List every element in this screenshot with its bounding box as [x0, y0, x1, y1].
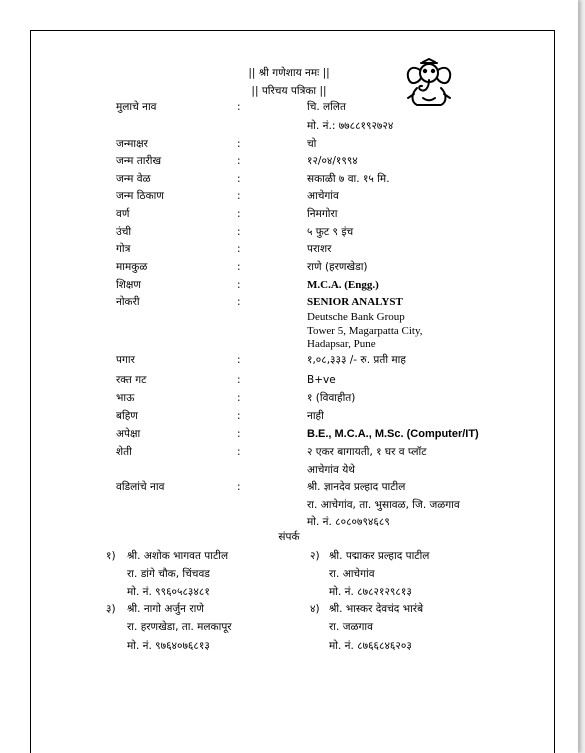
- page-border: [30, 30, 555, 753]
- field-value: पराशर: [307, 243, 332, 255]
- separator: :: [237, 374, 241, 386]
- field-label: वडिलांचे नाव: [116, 481, 165, 493]
- separator: :: [237, 243, 241, 255]
- contact-number: ३): [106, 603, 116, 615]
- separator: :: [237, 101, 241, 113]
- separator: :: [237, 190, 241, 202]
- job-company: Deutsche Bank Group: [307, 311, 405, 323]
- field-label: शिक्षण: [116, 279, 141, 291]
- separator: :: [237, 410, 241, 422]
- field-label: मुलाचे नाव: [116, 101, 157, 113]
- separator: :: [237, 279, 241, 291]
- field-value: मो. नं.: ७७८८१९२७२४: [307, 120, 394, 132]
- field-value: राणे (हरणखेडा): [307, 261, 368, 273]
- field-label: उंची: [116, 226, 132, 238]
- separator: :: [237, 138, 241, 150]
- contact-address: रा. आचेगांव: [329, 568, 375, 580]
- field-label: गोत्र: [116, 243, 131, 255]
- contact-phone: मो. नं. ९९६०५८३४८१: [127, 586, 210, 598]
- contact-number: १): [106, 550, 116, 562]
- field-value: २ एकर बागायती, १ घर व प्लॉट: [307, 446, 427, 458]
- field-value: चि. ललित: [307, 101, 347, 113]
- ganesha-icon: [403, 58, 455, 108]
- contact-phone: मो. नं. ९७६४०७६८१३: [127, 640, 210, 652]
- contact-name: श्री. भास्कर देवचंद भारंबे: [329, 603, 424, 615]
- separator: :: [237, 261, 241, 273]
- separator: :: [237, 481, 241, 493]
- field-value: नाही: [307, 410, 324, 422]
- contact-name: श्री. नागो अर्जुन राणे: [127, 603, 204, 615]
- separator: :: [237, 392, 241, 404]
- field-value: निमगोरा: [307, 208, 338, 220]
- contact-address: रा. डांगे चौक, चिंचवड: [127, 568, 210, 580]
- field-label: बहिण: [116, 410, 138, 422]
- separator: :: [237, 226, 241, 238]
- field-value: सकाळी ७ वा. १५ मि.: [307, 173, 390, 185]
- field-value: SENIOR ANALYST: [307, 296, 403, 308]
- field-value: ५ फुट ९ इंच: [307, 226, 354, 238]
- field-label: जन्म ठिकाण: [116, 190, 164, 202]
- job-city: Hadapsar, Pune: [307, 338, 376, 350]
- field-value: १,०८,३३३ /- रु. प्रती माह: [307, 354, 406, 366]
- separator: :: [237, 296, 241, 308]
- field-value: १२/०४/१९९४: [307, 155, 358, 167]
- contact-address: रा. हरणखेडा, ता. मलकापूर: [127, 621, 232, 633]
- field-label: मामकुळ: [116, 261, 148, 273]
- field-value: रा. आचेगांव, ता. भुसावळ, जि. जळगाव: [307, 499, 460, 511]
- separator: :: [237, 446, 241, 458]
- field-label: जन्माक्षर: [116, 138, 148, 150]
- separator: :: [237, 173, 241, 185]
- field-value: चो: [307, 138, 317, 150]
- field-value: आचेगांव: [307, 190, 339, 202]
- field-value: B.E., M.C.A., M.Sc. (Computer/IT): [307, 428, 479, 440]
- field-value: १ (विवाहीत): [307, 392, 356, 404]
- field-label: जन्म तारीख: [116, 155, 162, 167]
- contact-number: ४): [310, 603, 320, 615]
- field-label: पगार: [116, 354, 135, 366]
- job-address: Tower 5, Magarpatta City,: [307, 325, 423, 337]
- field-label: वर्ण: [116, 208, 130, 220]
- field-label: नोकरी: [116, 296, 140, 308]
- field-value: B+ve: [307, 374, 336, 386]
- contact-phone: मो. नं. ८७६६८४६२०३: [329, 640, 412, 652]
- field-value: M.C.A. (Engg.): [307, 279, 379, 291]
- field-value: श्री. ज्ञानदेव प्रल्हाद पाटील: [307, 481, 406, 493]
- field-value: आचेगांव येथे: [307, 464, 356, 476]
- field-value: मो. नं. ८०८०७९४६८९: [307, 516, 390, 528]
- separator: :: [237, 428, 241, 440]
- separator: :: [237, 208, 241, 220]
- invocation-line: || श्री गणेशाय नमः ||: [248, 67, 330, 79]
- contact-address: रा. जळगाव: [329, 621, 373, 633]
- contacts-heading: संपर्क: [278, 531, 300, 543]
- contact-phone: मो. नं. ८७८२१२९८१३: [329, 586, 412, 598]
- field-label: भाऊ: [116, 392, 135, 404]
- field-label: शेती: [116, 446, 132, 458]
- page-title: || परिचय पत्रिका ||: [251, 85, 327, 97]
- field-label: अपेक्षा: [116, 428, 141, 440]
- separator: :: [237, 354, 241, 366]
- separator: :: [237, 155, 241, 167]
- field-label: जन्म वेळ: [116, 173, 151, 185]
- contact-name: श्री. पद्माकर प्रल्हाद पाटील: [329, 550, 430, 562]
- field-label: रक्त गट: [116, 374, 147, 386]
- contact-number: २): [310, 550, 320, 562]
- contact-name: श्री. अशोक भागवत पाटील: [127, 550, 229, 562]
